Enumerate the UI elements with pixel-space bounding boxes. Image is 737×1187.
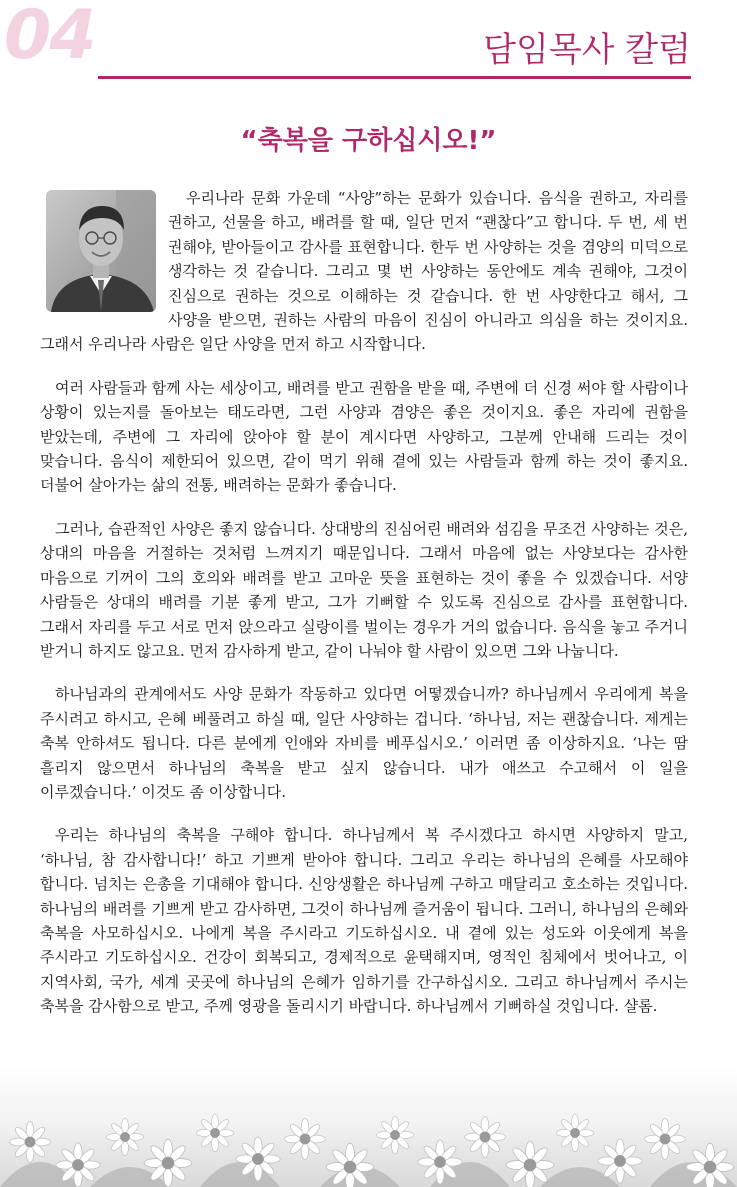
article-paragraph: 그러나, 습관적인 사양은 좋지 않습니다. 상대방의 진심어린 배려와 섬김을 무조건 사양하는 것은, 상대의 마음을 거절하는 것처럼 느껴지기 때문입니다. 그래서 마음에 없는 사양보다는 감사한 마음으로 기꺼이 그의 호의와 배려를 받고 고마운 뜻을 표현하는 것이 좋을 수 있겠습니다. 서양 사람들은 상대의 배려를 기분 좋게 받고, 그가 기뻐할 수 있도록 진심으로 감사를 표현합니다. 그래서 자리를 두고 서로 먼저 앉으라고 실랑이를 벌이는 경우가 거의 없습니다. 음식을 놓고 주거니 받거니 하지도 않고요. 먼저 감사하게 받고, 같이 나눠야 할 사람이 있으면 그와 나눕니다. (40, 519, 688, 660)
article-paragraph: 하나님과의 관계에서도 사양 문화가 작동하고 있다면 어떻겠습니까? 하나님께서 우리에게 복을 주시려고 하시고, 은혜 베풀려고 하실 때, 일단 사양하는 겁니다. ‘하나님, 저는 괜찮습니다. 제게는 축복 안하셔도 됩니다. 다른 분에게 인애와 자비를 베푸십시오.’ 이러면 좀 이상하지요. ‘나는 땀 흘리지 않으면서 하나님의 축복을 받고 싶지 않습니다. 내가 애쓰고 수고해서 이 일을 이루겠습니다.’ 이것도 좀 이상합니다. (40, 685, 688, 801)
article-paragraph: 우리나라 문화 가운데 “사양”하는 문화가 있습니다. 음식을 권하고, 자리를 권하고, 선물을 하고, 배려를 할 때, 일단 먼저 “괜찮다”고 합니다. 두 번, 세 번 권해야, 받아들이고 감사를 표현합니다. 한두 번 사양하는 것을 겸양의 미덕으로 생각하는 것 같습니다. 그리고 몇 번 사양하는 동안에도 계속 권해야, 그것이 진심으로 권하는 것으로 이해하는 것 같습니다. 한 번 사양한다고 해서, 그 사양을 받으면, 권하는 사람의 마음이 진심이 아니라고 의심을 하는 것이지요. 그래서 우리나라 사람은 일단 사양을 먼저 하고 시작합니다. (40, 189, 688, 354)
pastor-portrait-image (46, 190, 156, 312)
article-body (40, 186, 688, 1038)
article-paragraph: 여러 사람들과 함께 사는 세상이고, 배려를 받고 권함을 받을 때, 주변에 더 신경 써야 할 사람이나 상황이 있는지를 돌아보는 태도라면, 그런 사양과 겸양은 좋은 것이지요. 좋은 자리에 권함을 받았는데, 주변에 그 자리에 앉아야 할 분이 계시다면 사양하고, 그분께 안내해 드리는 것이 맞습니다. 음식이 제한되어 있으면, 같이 먹기 위해 곁에 있는 사람들과 함께 하는 것이 좋지요. 더불어 살아가는 삶의 전통, 배려하는 문화가 좋습니다. (40, 378, 688, 495)
article-paragraph: 우리는 하나님의 축복을 구해야 합니다. 하나님께서 복 주시겠다고 하시면 사양하지 말고, ‘하나님, 참 감사합니다!’ 하고 기쁘게 받아야 합니다. 그리고 우리는 하나님의 은혜를 사모해야 합니다. 넘치는 은총을 기대해야 합니다. 신앙생활은 하나님께 구하고 매달리고 호소하는 것입니다. 하나님의 배려를 기쁘게 받고 감사하면, 그것이 하나님께 즐거움이 됩니다. 그러니, 하나님의 은혜와 축복을 사모하십시오. 나에게 복을 주시라고 기도하십시오. 내 곁에 있는 성도와 이웃에게 복을 주시라고 기도하십시오. 건강이 회복되고, 경제적으로 윤택해지며, 영적인 침체에서 벗어나고, 이 지역사회, 국가, 세계 곳곳에 하나님의 은혜가 임하기를 간구하십시오. 그리고 하나님께서 주시는 축복을 감사함으로 받고, 주께 영광을 돌리시기 바랍니다. 하나님께서 기뻐하실 것입니다. 샬롬. (40, 826, 688, 1016)
section-title: 담임목사 칼럼 (483, 30, 691, 70)
flower-border-decoration (0, 1067, 737, 1187)
flower-field-graphic (0, 1067, 737, 1187)
article-headline: “축복을 구하십시오!” (240, 126, 497, 156)
pastor-photo (46, 190, 156, 312)
page-number: 04 (4, 0, 95, 75)
title-divider (98, 76, 691, 79)
